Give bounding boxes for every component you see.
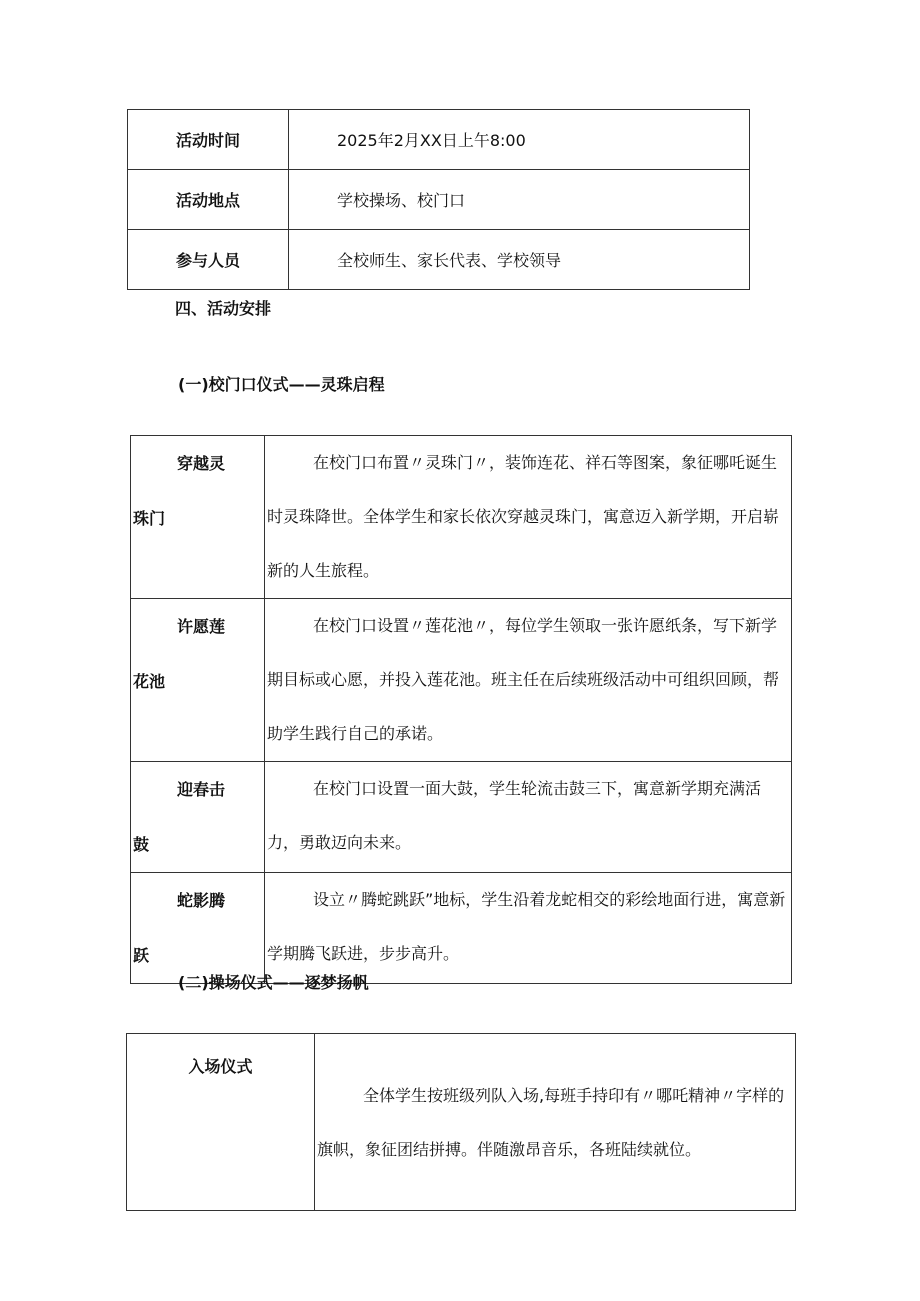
row-label-line: 鼓 [133, 835, 150, 854]
section-heading: 四、活动安排 [175, 299, 272, 318]
location-value: 学校操场、校门口 [289, 170, 750, 230]
activity-info-table [127, 109, 750, 290]
table-row [131, 873, 792, 984]
row-label [131, 873, 265, 984]
location-label: 活动地点 [128, 170, 289, 230]
row-label [131, 599, 265, 762]
row-label: 入场仪式 [127, 1034, 315, 1211]
row-label [131, 762, 265, 873]
row-label-line: 许愿莲 [177, 617, 226, 636]
row-label-line: 迎春击 [177, 780, 226, 799]
table-row [131, 762, 792, 873]
participants-value: 全校师生、家长代表、学校领导 [289, 230, 750, 290]
row-description: 全体学生按班级列队入场,每班手持印有〃哪吒精神〃字样的旗帜，象征团结拼搏。伴随激昂音乐，各班陆续就位。 [315, 1034, 796, 1211]
time-label: 活动时间 [128, 110, 289, 170]
row-description: 设立〃腾蛇跳跃”地标，学生沿着龙蛇相交的彩绘地面行进，寓意新学期腾飞跃进，步步高升。 [265, 873, 792, 984]
subsection-heading: (一)校门口仪式——灵珠启程 [178, 375, 385, 394]
table-row [128, 170, 750, 230]
row-label-line: 穿越灵 [177, 454, 226, 473]
participants-label: 参与人员 [128, 230, 289, 290]
table-row [131, 436, 792, 599]
gate-ceremony-table [130, 435, 792, 984]
table-row [131, 599, 792, 762]
row-label-line: 珠门 [133, 509, 166, 528]
time-value: 2025年2月XX日上午8:00 [289, 110, 750, 170]
row-description: 在校门口设置〃莲花池〃，每位学生领取一张许愿纸条，写下新学期目标或心愿，并投入莲花池。班主任在后续班级活动中可组织回顾，帮助学生践行自己的承诺。 [265, 599, 792, 762]
row-label-line: 蛇影腾 [177, 891, 226, 910]
table-row [128, 110, 750, 170]
table-row [128, 230, 750, 290]
row-description: 在校门口设置一面大鼓，学生轮流击鼓三下，寓意新学期充满活力，勇敢迈向未来。 [265, 762, 792, 873]
row-label-line: 花池 [133, 672, 166, 691]
table-row [127, 1034, 796, 1211]
row-label [131, 436, 265, 599]
row-label-line: 跃 [133, 946, 150, 965]
row-description: 在校门口布置〃灵珠门〃，装饰连花、祥石等图案，象征哪吒诞生时灵珠降世。全体学生和家长依次穿越灵珠门，寓意迈入新学期，开启崭新的人生旅程。 [265, 436, 792, 599]
subsection-heading: (二)操场仪式——逐梦扬帆 [178, 973, 369, 992]
playground-ceremony-table [126, 1033, 796, 1211]
